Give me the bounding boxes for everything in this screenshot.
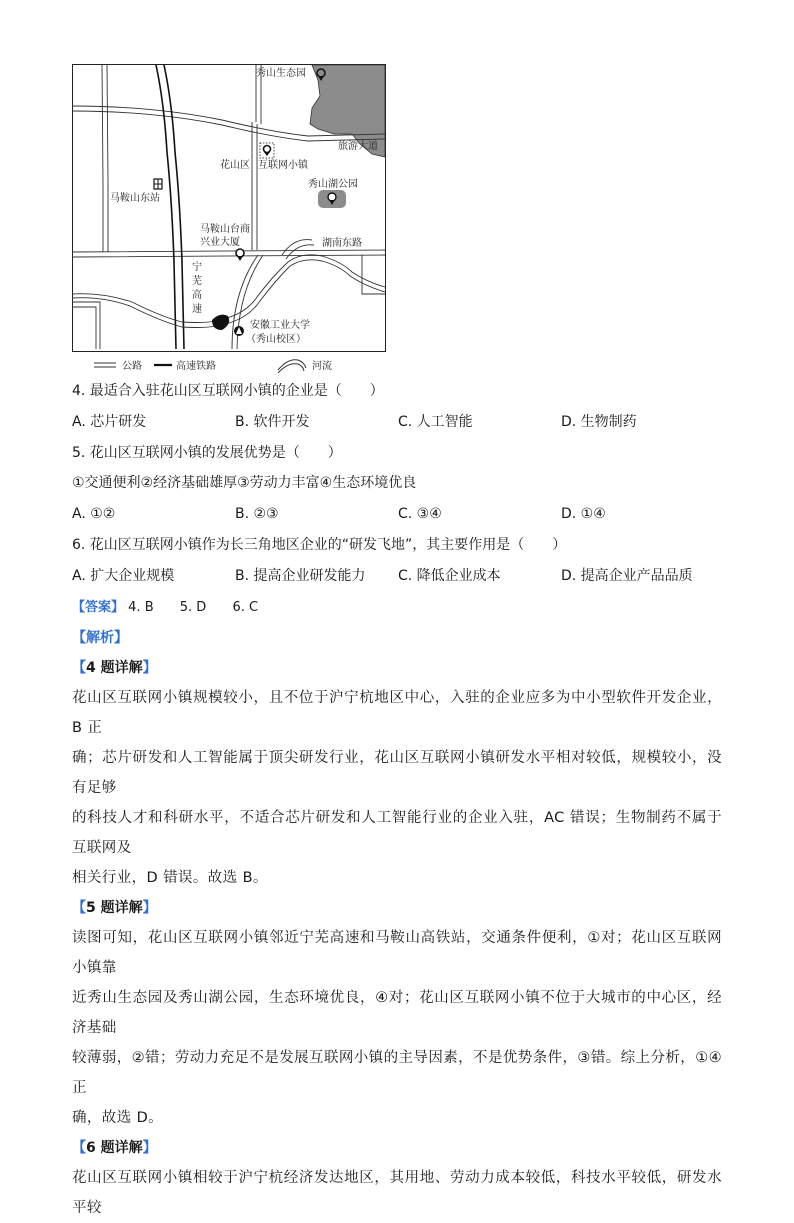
label-university-line1: 安徽工业大学	[250, 320, 310, 331]
question-4-options	[72, 406, 722, 438]
label-tourism-road: 旅游大道	[338, 141, 378, 152]
internet-town-icon	[260, 143, 274, 158]
q4-option-b: B. 软件开发	[235, 414, 310, 430]
analysis-5-line-1: 读图可知，花山区互联网小镇邻近宁芜高速和马鞍山高铁站，交通条件便利，①对；花山区互联网小镇靠	[72, 930, 722, 976]
legend-road: 公路	[122, 361, 142, 372]
label-hunan-road: 湖南东路	[322, 238, 362, 249]
legend-railway: 高速铁路	[176, 361, 216, 372]
question-6-stem: 6. 花山区互联网小镇作为长三角地区企业的“研发飞地”，其主要作用是（ ）	[72, 537, 567, 553]
q4-option-a: A. 芯片研发	[72, 414, 147, 430]
label-building-line1: 马鞍山台商	[200, 224, 250, 235]
label-eco-park: 秀山生态园	[256, 68, 306, 79]
label-building-line2: 兴业大厦	[200, 237, 240, 248]
answer-row	[72, 592, 722, 623]
analysis-section-4-body	[72, 683, 722, 893]
answer-label: 【答案】	[72, 600, 125, 615]
answer-item-4: 4. B	[128, 600, 154, 615]
analysis-6-line-1: 花山区互联网小镇相较于沪宁杭经济发达地区，其用地、劳动力成本较低，科技水平较低，研发水平较	[72, 1170, 722, 1216]
label-district: 花山区	[220, 160, 250, 171]
q6-option-c: C. 降低企业成本	[398, 568, 501, 584]
map-legend	[94, 359, 332, 373]
analysis-4-line-1: 花山区互联网小镇规模较小，且不位于沪宁杭地区中心，入驻的企业应多为中小型软件开发企业，B 正	[72, 690, 722, 736]
question-5-options	[72, 498, 722, 530]
q5-option-a: A. ①②	[72, 506, 116, 522]
analysis-section-4-title: 【4 题详解】	[72, 660, 157, 676]
label-lake-park: 秀山湖公园	[308, 179, 358, 190]
q6-option-a: A. 扩大企业规模	[72, 568, 175, 584]
q4-option-c: C. 人工智能	[398, 414, 473, 430]
analysis-section-5-title: 【5 题详解】	[72, 900, 157, 916]
river-lake	[212, 315, 229, 330]
q4-option-d: D. 生物制药	[561, 414, 637, 430]
label-internet-town: 互联网小镇	[258, 160, 308, 171]
analysis-4-line-4: 相关行业，D 错误。故选 B。	[72, 870, 268, 886]
label-expressway-char-3: 高	[192, 290, 202, 301]
question-content	[72, 376, 722, 1223]
analysis-4-line-2: 确；芯片研发和人工智能属于顶尖研发行业，花山区互联网小镇研发水平相对较低，规模较小，没有足够	[72, 750, 722, 796]
legend-river: 河流	[312, 361, 332, 372]
analysis-label: 【解析】	[72, 630, 128, 646]
map-figure	[72, 62, 388, 374]
analysis-5-line-3: 较薄弱，②错；劳动力充足不是发展互联网小镇的主导因素，不是优势条件，③错。综上分析，①④正	[72, 1050, 722, 1096]
analysis-section-5-body	[72, 923, 722, 1133]
label-station: 马鞍山东站	[110, 193, 160, 204]
question-6-options	[72, 560, 722, 592]
river	[72, 255, 385, 328]
question-4-stem: 4. 最适合入驻花山区互联网小镇的企业是（ ）	[72, 383, 384, 399]
q5-option-c: C. ③④	[398, 506, 442, 522]
answer-item-5: 5. D	[179, 600, 207, 615]
high-speed-railway	[156, 65, 184, 349]
analysis-5-line-4: 确，故选 D。	[72, 1110, 164, 1126]
analysis-section-6-body	[72, 1163, 722, 1223]
q5-option-b: B. ②③	[235, 506, 279, 522]
analysis-5-line-2: 近秀山生态园及秀山湖公园，生态环境优良，④对；花山区互联网小镇不位于大城市的中心区，经济基础	[72, 990, 722, 1036]
building-pin-icon	[236, 249, 244, 261]
analysis-4-line-3: 的科技人才和科研水平，不适合芯片研发和人工智能行业的企业入驻，AC 错误；生物制药不属于互联网及	[72, 810, 722, 856]
label-expressway-char-2: 芜	[192, 276, 202, 287]
q5-option-d: D. ①④	[561, 506, 606, 522]
question-5-stem: 5. 花山区互联网小镇的发展优势是（ ）	[72, 445, 342, 461]
label-expressway-char-4: 速	[192, 304, 202, 315]
q6-option-b: B. 提高企业研发能力	[235, 568, 366, 584]
analysis-section-6-title: 【6 题详解】	[72, 1140, 157, 1156]
answer-item-6: 6. C	[232, 600, 259, 615]
label-university-line2: （秀山校区）	[246, 334, 306, 345]
q6-option-d: D. 提高企业产品品质	[561, 568, 693, 584]
question-5-statement: ①交通便利②经济基础雄厚③劳动力丰富④生态环境优良	[72, 475, 417, 491]
university-icon	[234, 326, 244, 336]
label-expressway-char-1: 宁	[192, 262, 202, 273]
train-station-icon	[154, 179, 162, 189]
